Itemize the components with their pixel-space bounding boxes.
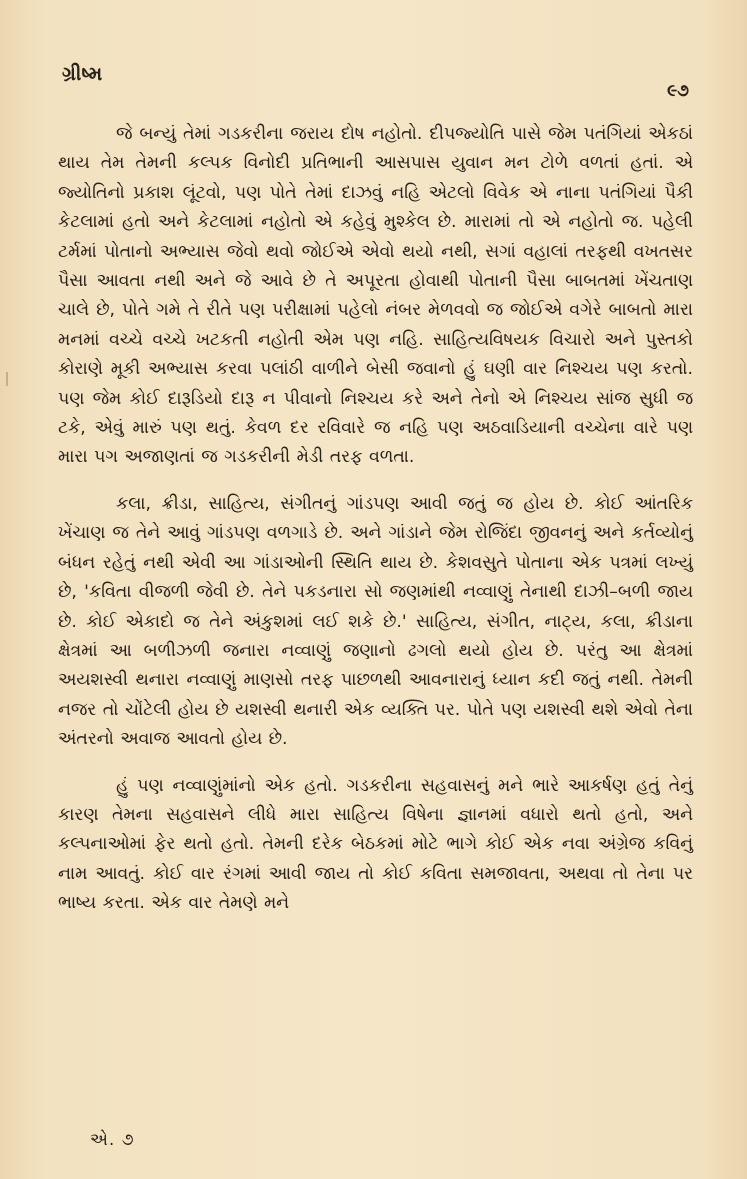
page-number: ૯૭ [667, 81, 689, 101]
printer-signature-mark: એ. ૭ [90, 1130, 135, 1150]
margin-mark [6, 372, 8, 386]
paragraph: હું પણ નવ્વાણુંમાંનો એક હતો. ગડકરીના સહવાસનું મને ભારે આકર્ષણ હતું તેનું કારણ તેમના સહવાસને લીધે મારા સાહિત્ય વિષેના જ્ઞાનમાં વધારો થતો હતો, અને કલ્પનાઓમાં ફેર થતો હતો. તેમની દરેક બેઠકમાં મોટે ભાગે કોઈ એક નવા અંગ્રેજ કવિનું નામ આવતું. કોઈ વાર રંગમાં આવી જાય તો કોઈ કવિતા સમજાવતા, અથવા તો તેના પર ભાષ્ય કરતા. એક વાર તેમણે મને [58, 775, 693, 914]
body-text [58, 120, 693, 919]
paragraph: કલા, ક્રીડા, સાહિત્ય, સંગીતનું ગાંડપણ આવી જતું જ હોય છે. કોઈ આંતરિક ખેંચાણ જ તેને આવું ગાંડપણ વળગાડે છે. અને ગાંડાને જેમ રોજિંદા જીવનનું અને કર્તવ્યોનું બંધન રહેતું નથી એવી આ ગાંડાઓની સ્થિતિ થાય છે. કેશવસુતે પોતાના એક પત્રમાં લખ્યું છે, 'કવિતા વીજળી જેવી છે. તેને પકડનારા સો જણમાંથી નવ્વાણું તેનાથી દાઝી–બળી જાય છે. કોઈ એકાદો જ તેને અંકુશમાં લઈ શકે છે.' સાહિત્ય, સંગીત, નાટ્ય, કલા, ક્રીડાના ક્ષેત્રમાં આ બળીઝળી જનારા નવ્વાણું જણાનો ઢગલો થયો હોય છે. પરંતુ આ ક્ષેત્રમાં અયશસ્વી થનારા નવ્વાણું માણસો તરફ પાછળથી આવનારાનું ધ્યાન કદી જતું નથી. તેમની નજર તો ચોંટેલી હોય છે યશસ્વી થનારી એક વ્યક્તિ પર. પોતે પણ યશસ્વી થશે એવો તેના અંતરનો અવાજ આવતો હોય છે. [58, 493, 693, 750]
running-header-title: ગ્રીષ્મ [62, 63, 103, 85]
paragraph: જે બન્યું તેમાં ગડકરીના જરાય દોષ નહોતો. દીપજ્યોતિ પાસે જેમ પતંગિયાં એકઠાં થાય તેમ તેમની કલ્પક વિનોદી પ્રતિભાની આસપાસ યુવાન મન ટોળે વળતાં હતાં. એ જ્યોતિનો પ્રકાશ લૂંટવો, પણ પોતે તેમાં દાઝવું નહિ એટલો વિવેક એ નાના પતંગિયાં પૈકી કેટલામાં હતો અને કેટલામાં નહોતો એ કહેવું મુશ્કેલ છે. મારામાં તો એ નહોતો જ. પહેલી ટર્મમાં પોતાનો અભ્યાસ જેવો થવો જોઈએ એવો થયો નથી, સગાં વહાલાં તરફથી વખતસર પૈસા આવતા નથી અને જે આવે છે તે અપૂરતા હોવાથી પોતાની પૈસા બાબતમાં ખેંચતાણ ચાલે છે, પોતે ગમે તે રીતે પણ પરીક્ષામાં પહેલો નંબર મેળવવો જ જોઈએ વગેરે બાબતો મારા મનમાં વચ્ચે વચ્ચે ખટકતી નહોતી એમ પણ નહિ. સાહિત્યવિષયક વિચારો અને પુસ્તકો કોરાણે મૂકી અભ્યાસ કરવા પલાંઠી વાળીને બેસી જવાનો હું ઘણી વાર નિશ્ચય પણ કરતો. પણ જેમ કોઈ દારૂડિયો દારૂ ન પીવાનો નિશ્ચય કરે અને તેનો એ નિશ્ચય સાંજ સુધી જ ટકે, એવું મારું પણ થતું. કેવળ દર રવિવારે જ નહિ પણ અઠવાડિયાની વચ્ચેના વારે પણ મારા પગ અજાણતાં જ ગડકરીની મેડી તરફ વળતા. [58, 124, 693, 468]
